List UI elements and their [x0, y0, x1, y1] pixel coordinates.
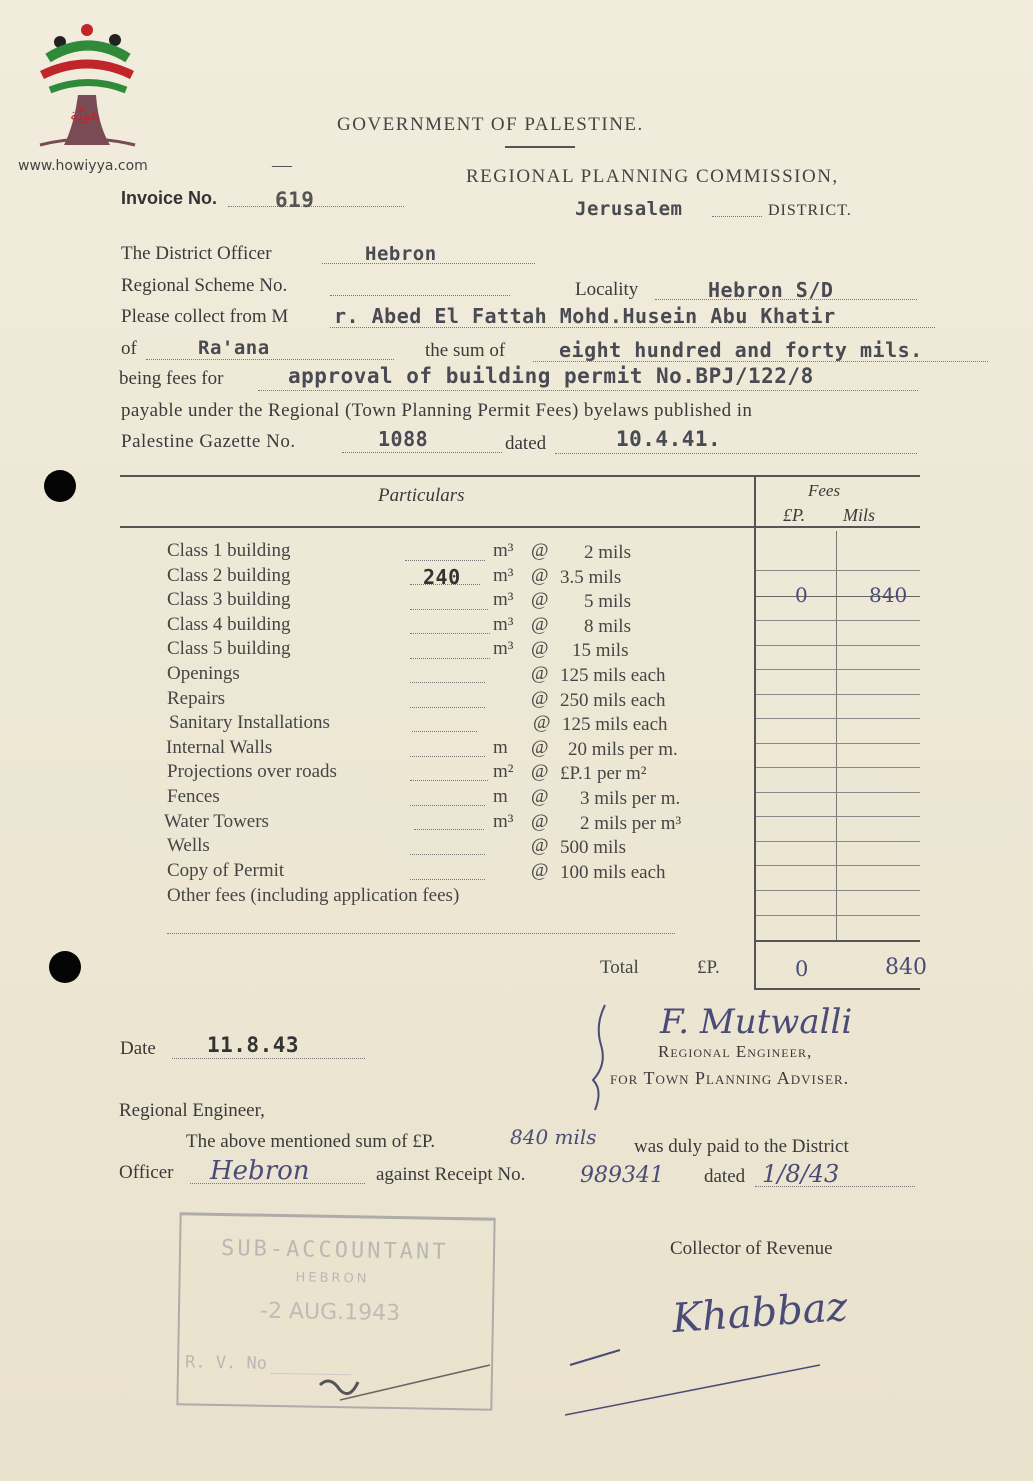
fee-row-line	[756, 743, 920, 744]
dated-value: 10.4.41.	[616, 427, 722, 451]
paid-amount: 840 mils	[510, 1125, 597, 1149]
qty-dots	[410, 658, 490, 659]
collect-value: r. Abed El Fattah Mohd.Husein Abu Khatir	[334, 304, 836, 328]
qty-dots	[405, 560, 485, 561]
row-unit: m	[493, 737, 508, 758]
paid-line-end: was duly paid to the District	[634, 1136, 849, 1157]
logo-arabic-text: هويّة	[70, 105, 100, 124]
row-name: Openings	[167, 663, 240, 684]
fee-row-line	[756, 841, 920, 842]
stamp-line-3: -2 AUG.1943	[259, 1298, 401, 1327]
row-rate: 250 mils each	[560, 690, 666, 711]
district-officer-value: Hebron	[365, 243, 437, 265]
collector-signature: Khabbaz	[670, 1283, 850, 1343]
sum-value: eight hundred and forty mils.	[559, 338, 923, 362]
at-sign: @	[533, 712, 551, 733]
officer-value: Hebron	[210, 1156, 310, 1186]
row-rate: 3.5 mils	[560, 567, 622, 588]
engineer-title: Regional Engineer,	[658, 1042, 813, 1061]
stamp-line-1: SUB-ACCOUNTANT	[220, 1235, 449, 1265]
gazette-dots	[342, 452, 502, 453]
row-unit: m²	[493, 761, 514, 782]
watermark-url: www.howiyya.com	[18, 158, 148, 174]
fee-row-line	[756, 694, 920, 695]
scheme-dots	[330, 295, 510, 296]
invoice-dots	[228, 206, 404, 207]
date-label: Date	[120, 1038, 156, 1059]
qty-dots	[410, 854, 485, 855]
invoice-number: 619	[275, 188, 315, 212]
table-total-rule	[754, 940, 920, 942]
at-sign: @	[531, 663, 549, 684]
fee-row-line	[756, 718, 920, 719]
row-name: Copy of Permit	[167, 860, 285, 881]
punch-hole-top	[44, 470, 76, 502]
class2-quantity: 240	[423, 565, 461, 589]
commission-heading: REGIONAL PLANNING COMMISSION,	[466, 166, 839, 187]
fee-row-line	[756, 865, 920, 866]
row-rate: 100 mils each	[560, 862, 666, 883]
row-unit: m³	[493, 811, 514, 832]
payable-text: payable under the Regional (Town Planning Permit Fees) byelaws published in	[121, 400, 753, 421]
mils-header: Mils	[843, 505, 876, 525]
particulars-header: Particulars	[378, 485, 465, 506]
collector-label: Collector of Revenue	[670, 1238, 833, 1259]
at-sign: @	[531, 688, 549, 709]
row-rate: 15 mils	[572, 640, 629, 661]
row-name: Projections over roads	[167, 761, 337, 782]
row-name: Class 4 building	[167, 614, 291, 635]
fee-row-line	[756, 767, 920, 768]
qty-dots	[410, 805, 485, 806]
qty-dots	[410, 633, 490, 634]
row-unit: m³	[493, 614, 514, 635]
qty-dots	[410, 609, 488, 610]
tree-logo-icon	[30, 20, 145, 155]
row-name: Wells	[167, 835, 210, 856]
row-name: Class 5 building	[167, 638, 291, 659]
at-sign: @	[531, 540, 549, 561]
fees-for-label: being fees for	[119, 368, 224, 389]
table-bottom-rule	[754, 988, 920, 990]
fee-row-line	[756, 816, 920, 817]
fee-row-line	[756, 570, 920, 571]
district-dots	[712, 216, 762, 217]
entry-lp-value: 0	[795, 583, 808, 607]
lp-header: £P.	[783, 505, 806, 525]
row-name: Class 2 building	[167, 565, 291, 586]
table-top-rule	[120, 475, 920, 477]
engineer-signature: F. Mutwalli	[660, 1002, 853, 1042]
fee-row-line	[756, 669, 920, 670]
at-sign: @	[531, 737, 549, 758]
receipt-dated-label: dated	[704, 1166, 746, 1187]
row-rate: 20 mils per m.	[568, 739, 678, 760]
gazette-number: 1088	[378, 427, 429, 451]
row-name: Fences	[167, 786, 220, 807]
table-fees-divider	[754, 475, 756, 990]
table-header-rule	[120, 526, 920, 528]
heading-underline	[505, 146, 575, 148]
header-dash: —	[272, 154, 292, 176]
stamp-pen-mark	[300, 1355, 500, 1415]
collect-label: Please collect from M	[121, 306, 289, 327]
at-sign: @	[531, 860, 549, 881]
district-label: DISTRICT.	[768, 202, 852, 219]
qty-dots	[410, 780, 488, 781]
collector-signature-stroke	[560, 1320, 860, 1420]
row-rate: 125 mils each	[562, 714, 668, 735]
qty-dots	[410, 879, 485, 880]
at-sign: @	[531, 565, 549, 586]
at-sign: @	[531, 811, 549, 832]
of-label: of	[121, 338, 137, 359]
at-sign: @	[531, 638, 549, 659]
date-value: 11.8.43	[207, 1033, 300, 1057]
total-label: Total	[600, 957, 639, 978]
total-currency: £P.	[697, 957, 720, 978]
row-unit: m³	[493, 589, 514, 610]
total-lp-value: 0	[795, 957, 809, 981]
qty-dots	[410, 756, 485, 757]
row-unit: m³	[493, 638, 514, 659]
other-fees-dots	[167, 933, 675, 934]
dated-dots	[555, 453, 917, 454]
row-unit: m	[493, 786, 508, 807]
date-dots	[172, 1058, 365, 1059]
row-name: Water Towers	[164, 811, 269, 832]
howiyya-logo	[30, 20, 145, 155]
receipt-label: against Receipt No.	[376, 1164, 526, 1185]
gazette-label: Palestine Gazette No.	[121, 431, 296, 452]
stamp-line-2: HEBRON	[295, 1270, 370, 1287]
table-mils-divider	[836, 531, 837, 941]
engineer-bracket-mark	[585, 1000, 625, 1120]
other-fees-label: Other fees (including application fees)	[167, 885, 460, 906]
row-name: Internal Walls	[166, 737, 273, 758]
row-rate: 5 mils	[584, 591, 631, 612]
row-name: Repairs	[167, 688, 226, 709]
stamp-line-4: R. V. No	[184, 1352, 268, 1374]
locality-label: Locality	[575, 279, 639, 300]
sum-label: the sum of	[425, 340, 506, 361]
row-rate: 2 mils	[584, 542, 631, 563]
officer-label: Officer	[119, 1162, 174, 1183]
fee-row-line	[756, 792, 920, 793]
of-value: Ra'ana	[198, 337, 270, 359]
qty-dots	[414, 829, 484, 830]
row-name: Class 3 building	[167, 589, 291, 610]
dated-label: dated	[505, 433, 547, 454]
fee-row-line	[756, 890, 920, 891]
qty-dots	[410, 682, 485, 683]
row-rate: 2 mils per m³	[580, 813, 682, 834]
receipt-value: 989341	[580, 1163, 664, 1188]
row-unit: m³	[493, 540, 514, 561]
government-heading: GOVERNMENT OF PALESTINE.	[337, 114, 644, 135]
row-rate: £P.1 per m²	[560, 763, 647, 784]
punch-hole-bottom	[49, 951, 81, 983]
district-value: Jerusalem	[575, 198, 683, 220]
qty-dots	[410, 707, 485, 708]
row-rate: 500 mils	[560, 837, 626, 858]
locality-value: Hebron S/D	[708, 278, 834, 302]
receipt-dated-value: 1/8/43	[762, 1160, 840, 1188]
row-name: Class 1 building	[167, 540, 291, 561]
row-unit: m³	[493, 565, 514, 586]
paid-line-start: The above mentioned sum of £P.	[186, 1131, 436, 1152]
entry-mils-value: 840	[869, 583, 908, 607]
fee-row-line	[756, 645, 920, 646]
at-sign: @	[531, 835, 549, 856]
row-rate: 125 mils each	[560, 665, 666, 686]
district-officer-label: The District Officer	[121, 243, 272, 264]
fee-row-line	[756, 915, 920, 916]
row-rate: 3 mils per m.	[580, 788, 681, 809]
scheme-label: Regional Scheme No.	[121, 275, 288, 296]
of-dots	[146, 359, 394, 360]
qty-dots	[412, 731, 477, 732]
fee-row-line	[756, 620, 920, 621]
fees-for-value: approval of building permit No.BPJ/122/8	[288, 364, 814, 388]
invoice-label: Invoice No.	[121, 188, 218, 208]
row-rate: 8 mils	[584, 616, 631, 637]
at-sign: @	[531, 761, 549, 782]
adviser-line: for Town Planning Adviser.	[610, 1068, 850, 1088]
fees-header: Fees	[808, 481, 841, 500]
at-sign: @	[531, 614, 549, 635]
at-sign: @	[531, 589, 549, 610]
total-mils-value: 840	[885, 955, 927, 980]
at-sign: @	[531, 786, 549, 807]
row-name: Sanitary Installations	[169, 712, 330, 733]
regional-engineer-label: Regional Engineer,	[119, 1100, 265, 1121]
fees-for-dots	[258, 390, 918, 391]
